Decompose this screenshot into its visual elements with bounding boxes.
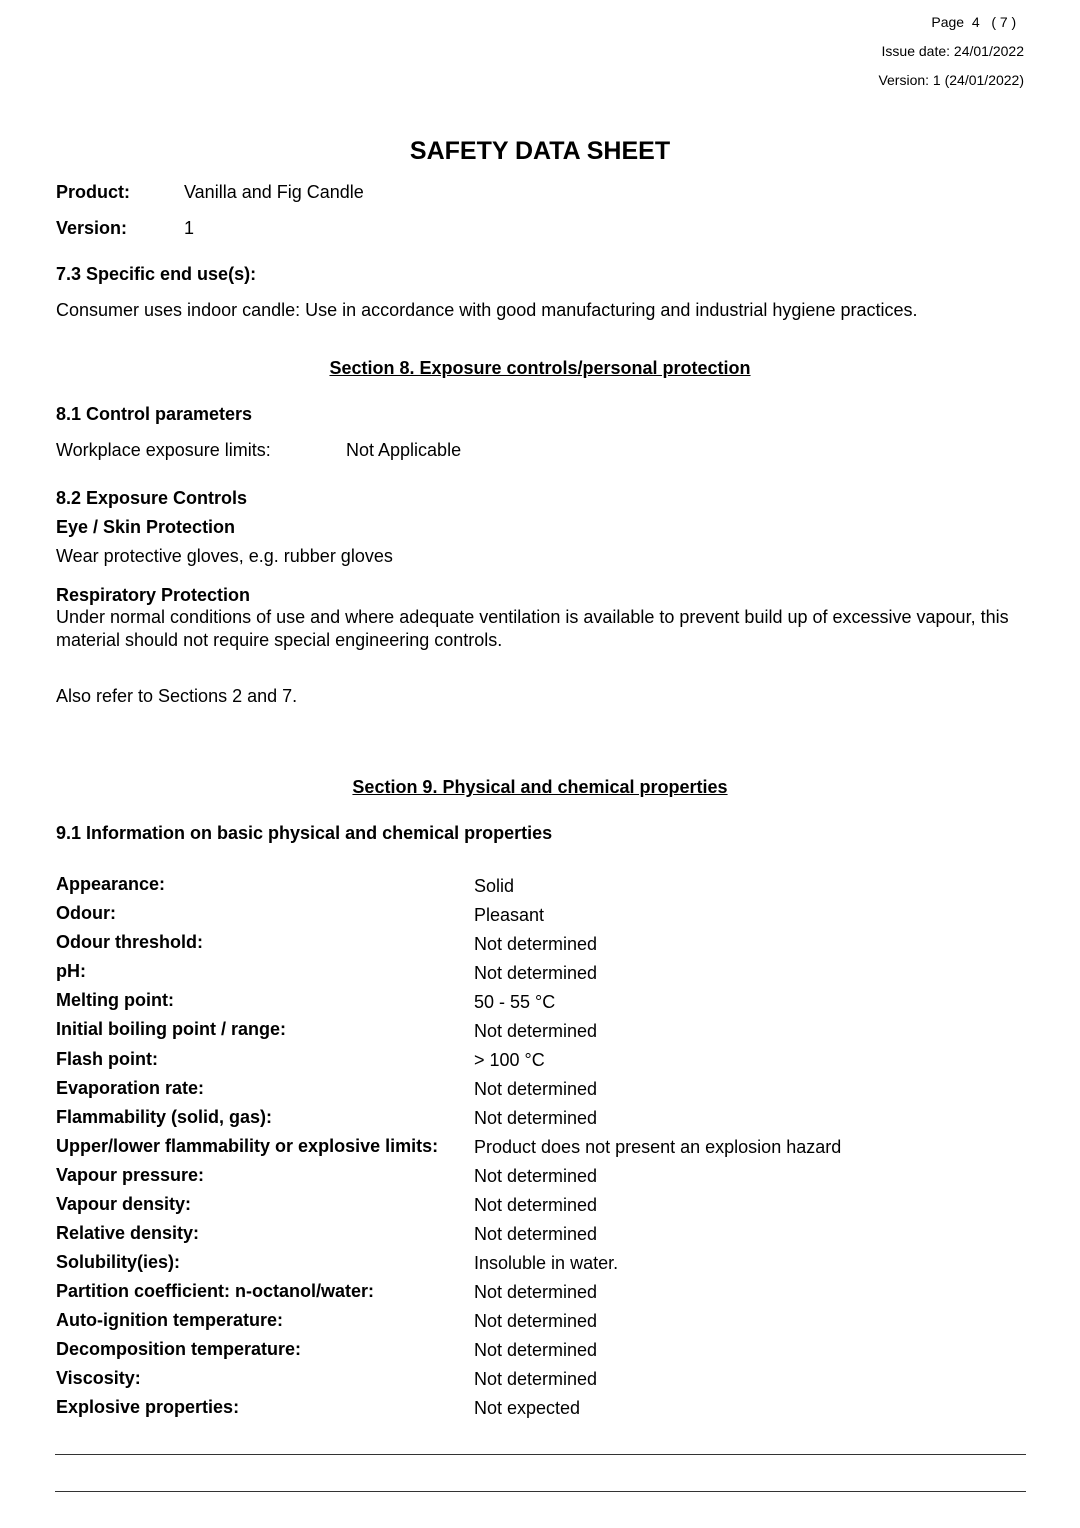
property-value: Not expected bbox=[474, 1398, 581, 1418]
footer-divider-bottom bbox=[55, 1491, 1026, 1492]
property-label: Partition coefficient: n-octanol/water: bbox=[56, 1281, 375, 1301]
s9-1-heading: 9.1 Information on basic physical and chemical properties bbox=[56, 823, 553, 843]
property-value: Pleasant bbox=[474, 905, 545, 925]
section-8-title: Section 8. Exposure controls/personal protection bbox=[329, 358, 751, 378]
property-value: 50 - 55 °C bbox=[474, 992, 556, 1012]
footer-divider-top bbox=[55, 1454, 1026, 1455]
property-label: Vapour pressure: bbox=[56, 1165, 205, 1185]
property-value: Not determined bbox=[474, 1282, 598, 1302]
page-indicator bbox=[931, 14, 1024, 30]
property-value: Solid bbox=[474, 876, 515, 896]
property-value: Product does not present an explosion hazard bbox=[474, 1137, 842, 1157]
property-value: Insoluble in water. bbox=[474, 1253, 619, 1273]
property-label: Appearance: bbox=[56, 874, 166, 894]
property-value: Not determined bbox=[474, 1195, 598, 1215]
property-label: Solubility(ies): bbox=[56, 1252, 181, 1272]
property-label: Odour threshold: bbox=[56, 932, 203, 952]
property-value: Not determined bbox=[474, 1166, 598, 1186]
property-value: Not determined bbox=[474, 1108, 598, 1128]
property-value: Not determined bbox=[474, 1079, 598, 1099]
property-label: Upper/lower flammability or explosive limits: bbox=[56, 1136, 439, 1156]
refer-sections-text: Also refer to Sections 2 and 7. bbox=[56, 686, 298, 706]
property-label: Initial boiling point / range: bbox=[56, 1019, 286, 1039]
property-label: Evaporation rate: bbox=[56, 1078, 205, 1098]
page-total: ( 7 ) bbox=[991, 14, 1017, 30]
respiratory-text: Under normal conditions of use and where adequate ventilation is available to prevent build up of excessive vapour, this material should not require special engineering controls. bbox=[56, 607, 1009, 650]
eye-skin-text: Wear protective gloves, e.g. rubber gloves bbox=[56, 546, 393, 566]
workplace-exposure-value: Not Applicable bbox=[346, 440, 462, 460]
s8-2-heading: 8.2 Exposure Controls bbox=[56, 488, 248, 508]
property-label: Vapour density: bbox=[56, 1194, 192, 1214]
property-value: Not determined bbox=[474, 934, 598, 954]
property-label: Flammability (solid, gas): bbox=[56, 1107, 273, 1127]
product-label: Product: bbox=[56, 182, 130, 202]
property-label: Explosive properties: bbox=[56, 1397, 240, 1417]
property-value: Not determined bbox=[474, 963, 598, 983]
page-number: 4 bbox=[971, 14, 980, 30]
version-value: 1 bbox=[184, 218, 195, 238]
issue-date: Issue date: 24/01/2022 bbox=[881, 43, 1024, 59]
property-label: Odour: bbox=[56, 903, 116, 923]
property-label: Decomposition temperature: bbox=[56, 1339, 302, 1359]
version-label: Version: bbox=[56, 218, 128, 238]
property-value: Not determined bbox=[474, 1311, 598, 1331]
property-value: Not determined bbox=[474, 1340, 598, 1360]
document-title: SAFETY DATA SHEET bbox=[409, 137, 671, 165]
property-value: > 100 °C bbox=[474, 1050, 545, 1070]
version-date: Version: 1 (24/01/2022) bbox=[878, 72, 1024, 88]
property-value: Not determined bbox=[474, 1021, 598, 1041]
section-9-title: Section 9. Physical and chemical properties bbox=[352, 777, 728, 797]
property-value: Not determined bbox=[474, 1369, 598, 1389]
respiratory-heading: Respiratory Protection bbox=[56, 585, 251, 605]
s8-1-heading: 8.1 Control parameters bbox=[56, 404, 253, 424]
s7-3-text: Consumer uses indoor candle: Use in accordance with good manufacturing and industrial hygiene practices. bbox=[56, 300, 918, 320]
product-value: Vanilla and Fig Candle bbox=[184, 182, 364, 202]
property-label: pH: bbox=[56, 961, 86, 981]
property-label: Flash point: bbox=[56, 1049, 158, 1069]
property-label: Melting point: bbox=[56, 990, 174, 1010]
page-label: Page bbox=[931, 14, 965, 30]
s7-3-heading: 7.3 Specific end use(s): bbox=[56, 264, 257, 284]
workplace-exposure-label: Workplace exposure limits: bbox=[56, 440, 271, 460]
property-label: Viscosity: bbox=[56, 1368, 141, 1388]
property-value: Not determined bbox=[474, 1224, 598, 1244]
property-label: Auto-ignition temperature: bbox=[56, 1310, 283, 1330]
property-label: Relative density: bbox=[56, 1223, 200, 1243]
eye-skin-heading: Eye / Skin Protection bbox=[56, 517, 236, 537]
